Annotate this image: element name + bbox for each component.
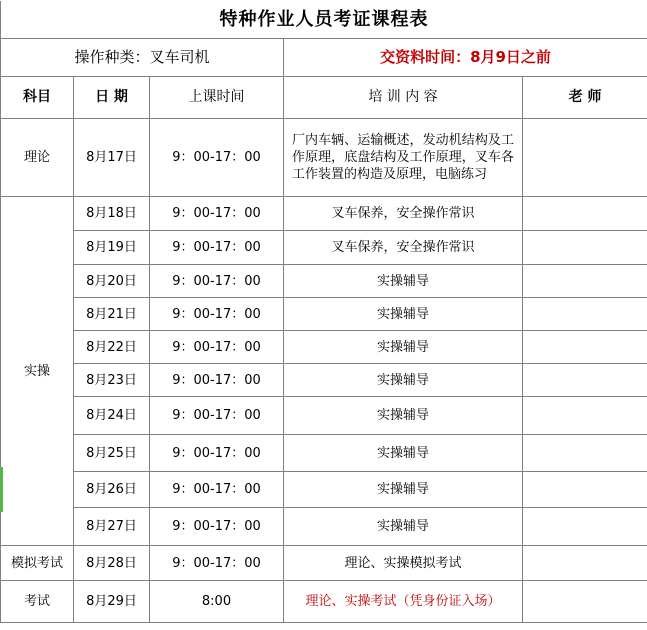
row-time: 9：00-17：00	[150, 435, 284, 472]
row-teacher	[523, 581, 647, 623]
row-teacher	[523, 197, 647, 231]
row-teacher	[523, 231, 647, 265]
row-time: 9：00-17：00	[150, 472, 284, 508]
row-teacher	[523, 435, 647, 472]
header-teacher: 老 师	[523, 77, 647, 119]
row-time: 9：00-17：00	[150, 119, 284, 197]
table-row	[1, 119, 647, 197]
row-content: 实操辅导	[284, 472, 523, 508]
row-time: 9：00-17：00	[150, 546, 284, 581]
subject-mock-exam: 模拟考试	[1, 546, 74, 581]
header-date: 日 期	[74, 77, 150, 119]
row-date: 8月20日	[74, 265, 150, 298]
row-date: 8月25日	[74, 435, 150, 472]
row-teacher	[523, 119, 647, 197]
table-row	[1, 435, 647, 472]
side-marker	[0, 467, 3, 512]
row-content: 实操辅导	[284, 364, 523, 397]
row-date: 8月19日	[74, 231, 150, 265]
row-date: 8月21日	[74, 298, 150, 331]
row-teacher	[523, 397, 647, 435]
table-row	[1, 581, 647, 623]
row-teacher	[523, 331, 647, 364]
row-content: 理论、实操考试（凭身份证入场）	[284, 581, 523, 623]
operation-category: 操作种类：叉车司机	[1, 39, 284, 77]
row-time: 9：00-17：00	[150, 364, 284, 397]
row-teacher	[523, 546, 647, 581]
table-row	[1, 331, 647, 364]
row-content: 叉车保养，安全操作常识	[284, 231, 523, 265]
row-content: 实操辅导	[284, 298, 523, 331]
row-date: 8月17日	[74, 119, 150, 197]
row-date: 8月26日	[74, 472, 150, 508]
subject-theory: 理论	[1, 119, 74, 197]
header-content: 培 训 内 容	[284, 77, 523, 119]
row-teacher	[523, 265, 647, 298]
table-row	[1, 231, 647, 265]
table-row	[1, 265, 647, 298]
row-content: 叉车保养，安全操作常识	[284, 197, 523, 231]
header-subject: 科目	[1, 77, 74, 119]
table-row	[1, 508, 647, 546]
subject-exam: 考试	[1, 581, 74, 623]
row-content: 实操辅导	[284, 397, 523, 435]
row-teacher	[523, 298, 647, 331]
row-date: 8月22日	[74, 331, 150, 364]
table-row	[1, 298, 647, 331]
row-content: 实操辅导	[284, 508, 523, 546]
row-date: 8月29日	[74, 581, 150, 623]
row-teacher	[523, 364, 647, 397]
table-row	[1, 197, 647, 231]
row-date: 8月23日	[74, 364, 150, 397]
table-row	[1, 364, 647, 397]
row-time: 8:00	[150, 581, 284, 623]
row-time: 9：00-17：00	[150, 397, 284, 435]
submission-deadline: 交资料时间：8月9日之前	[284, 39, 647, 77]
row-content: 厂内车辆、运输概述，发动机结构及工作原理，底盘结构及工作原理，叉车各工作装置的构造及原理，电脑练习	[284, 119, 523, 197]
row-date: 8月18日	[74, 197, 150, 231]
row-time: 9：00-17：00	[150, 265, 284, 298]
row-time: 9：00-17：00	[150, 231, 284, 265]
row-time: 9：00-17：00	[150, 508, 284, 546]
row-time: 9：00-17：00	[150, 331, 284, 364]
row-time: 9：00-17：00	[150, 298, 284, 331]
row-time: 9：00-17：00	[150, 197, 284, 231]
row-teacher	[523, 508, 647, 546]
table-row	[1, 472, 647, 508]
subject-practice: 实操	[1, 197, 74, 546]
row-date: 8月27日	[74, 508, 150, 546]
row-date: 8月24日	[74, 397, 150, 435]
page-title: 特种作业人员考证课程表	[1, 1, 647, 39]
row-content: 实操辅导	[284, 435, 523, 472]
header-time: 上课时间	[150, 77, 284, 119]
table-row	[1, 546, 647, 581]
row-content: 实操辅导	[284, 331, 523, 364]
row-content: 实操辅导	[284, 265, 523, 298]
row-content: 理论、实操模拟考试	[284, 546, 523, 581]
table-row	[1, 397, 647, 435]
row-date: 8月28日	[74, 546, 150, 581]
row-teacher	[523, 472, 647, 508]
